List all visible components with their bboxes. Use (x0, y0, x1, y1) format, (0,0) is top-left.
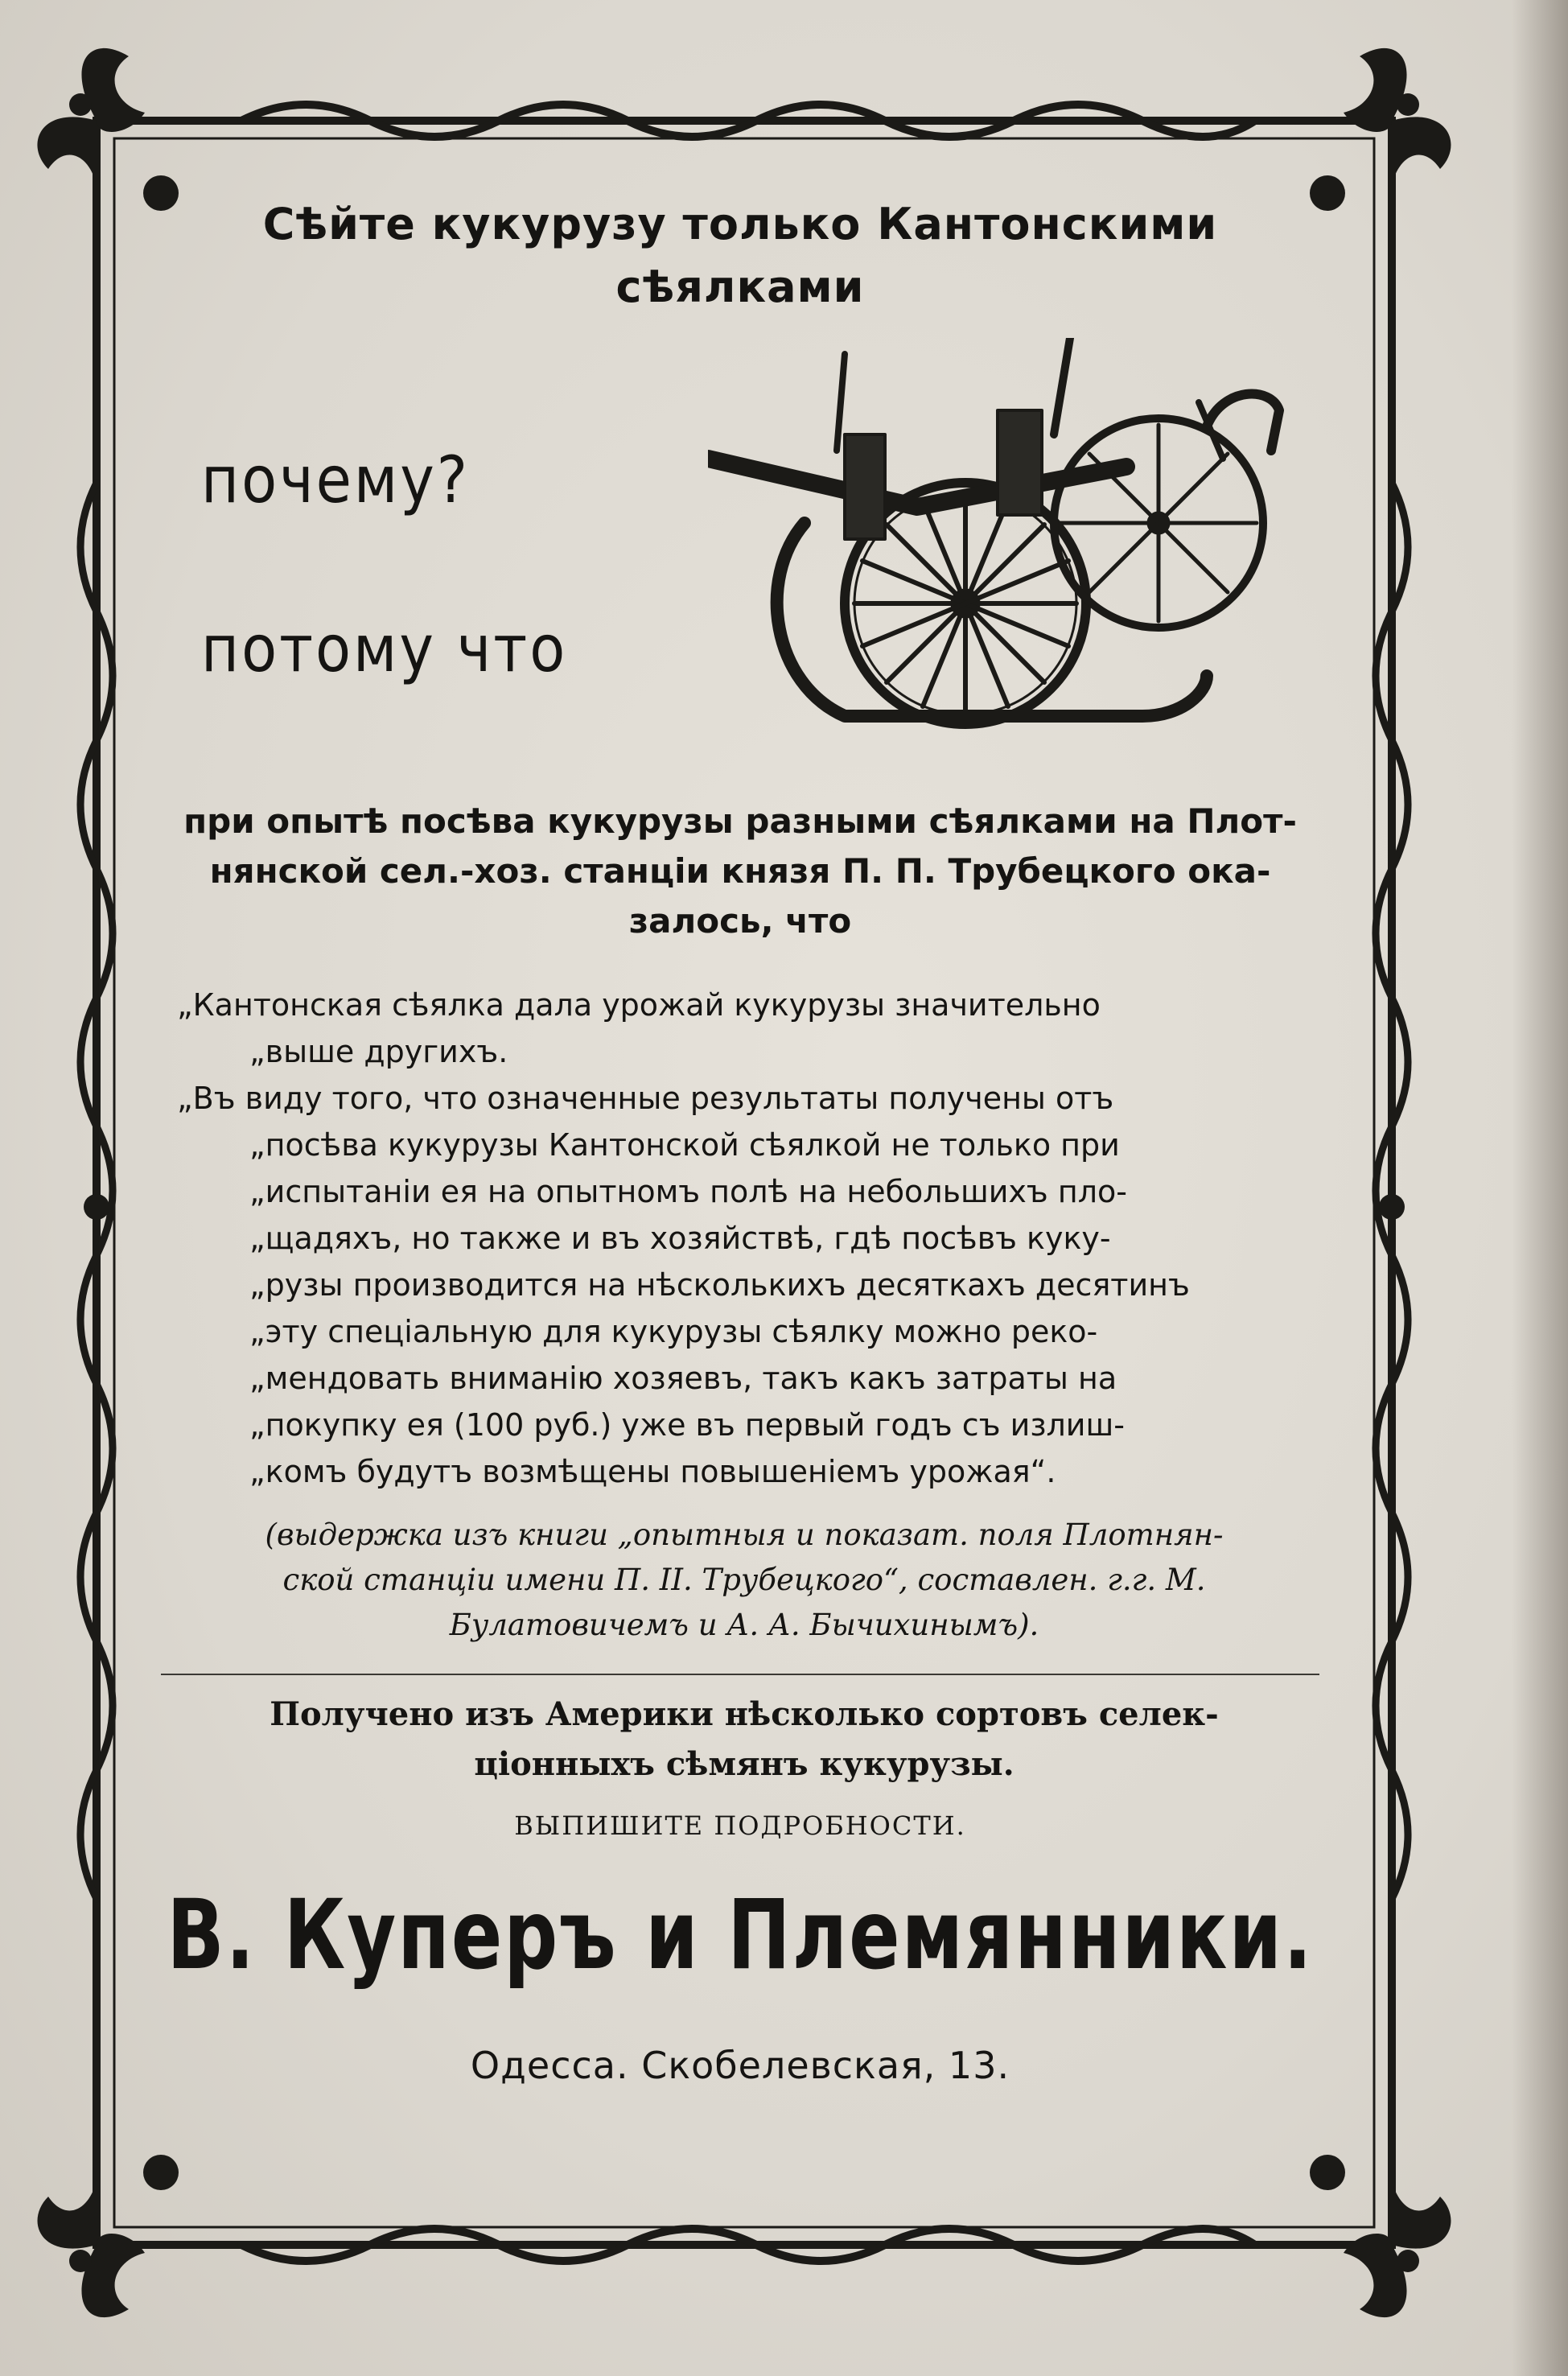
firm-address: Одесса. Скобелевская, 13. (470, 2044, 1010, 2087)
source-citation (177, 1513, 1311, 1648)
intro-line: залось, что (628, 901, 852, 941)
source-line: ской станціи имени П. II. Трубецкого“, составлен. г.г. М. (282, 1563, 1206, 1597)
write-for-details: ВЫПИШИТЕ ПОДРОБНОСТИ. (514, 1810, 966, 1841)
source-line: Булатовичемъ и А. А. Бычихинымъ). (449, 1608, 1039, 1642)
source-line: (выдержка изъ книги „опытныя и показат. поля Плотнян- (265, 1517, 1224, 1552)
corner-fleuron-bottom-right (1344, 2180, 1451, 2317)
seeder-beam (708, 459, 1126, 507)
received-notice (177, 1690, 1311, 1789)
quote-line: „комъ будутъ возмѣщены повышеніемъ урожая“. (249, 1454, 1056, 1489)
quote-line: „испытаніи ея на опытномъ полѣ на небольшихъ пло- (249, 1174, 1127, 1209)
received-line: ціонныхъ сѣмянъ кукурузы. (474, 1745, 1014, 1783)
intro-line: нянской сел.-хоз. станціи князя П. П. Трубецкого ока- (209, 851, 1271, 891)
intro-line: при опытѣ посѣва кукурузы разными сѣялками на Плот- (183, 801, 1297, 841)
corner-fleuron-bottom-left (38, 2180, 146, 2317)
quote-line: „Въ виду того, что означенные результаты получены отъ (177, 1081, 1114, 1116)
quote-line: „рузы производится на нѣсколькихъ десяткахъ десятинъ (249, 1267, 1190, 1303)
quote-line: „эту спеціальную для кукурузы сѣялку можно реко- (249, 1314, 1098, 1349)
seeder-hopper-front (845, 434, 885, 539)
divider-rule (161, 1674, 1319, 1675)
quote-line: „мендовать вниманію хозяевъ, такъ какъ затраты на (249, 1361, 1117, 1396)
quote-line: „щадяхъ, но также и въ хозяйствѣ, гдѣ посѣвъ куку- (249, 1221, 1111, 1256)
received-line: Получено изъ Америки нѣсколько сортовъ селек- (270, 1695, 1219, 1733)
question-heading: почему? (201, 443, 471, 517)
quote-line: „Кантонская сѣялка дала урожай кукурузы значительно (177, 987, 1101, 1023)
quote-line: „посѣва кукурузы Кантонской сѣялкой не только при (249, 1127, 1120, 1163)
headline-line: Сѣйте кукурузу только Кантонскими (262, 199, 1218, 249)
intro-text (177, 797, 1303, 946)
quoted-report (177, 982, 1311, 1495)
advertisement (161, 177, 1319, 2156)
quote-line: „покупку ея (100 руб.) уже въ первый годъ съ излиш- (249, 1407, 1125, 1443)
headline-line: сѣялками (615, 261, 865, 312)
corner-fleuron-top-right (1344, 48, 1451, 185)
seeder-handle (1054, 338, 1070, 434)
corner-fleuron-top-left (38, 48, 146, 185)
quote-line: „выше другихъ. (249, 1034, 508, 1069)
seeder-rear-wheel (1054, 418, 1263, 628)
seeder-illustration (708, 338, 1287, 756)
headline (161, 193, 1319, 319)
seeder-hopper-rear (998, 410, 1042, 515)
answer-heading: потому что (201, 612, 568, 686)
firm-name: В. Куперъ и Племянники. (167, 1878, 1314, 1991)
